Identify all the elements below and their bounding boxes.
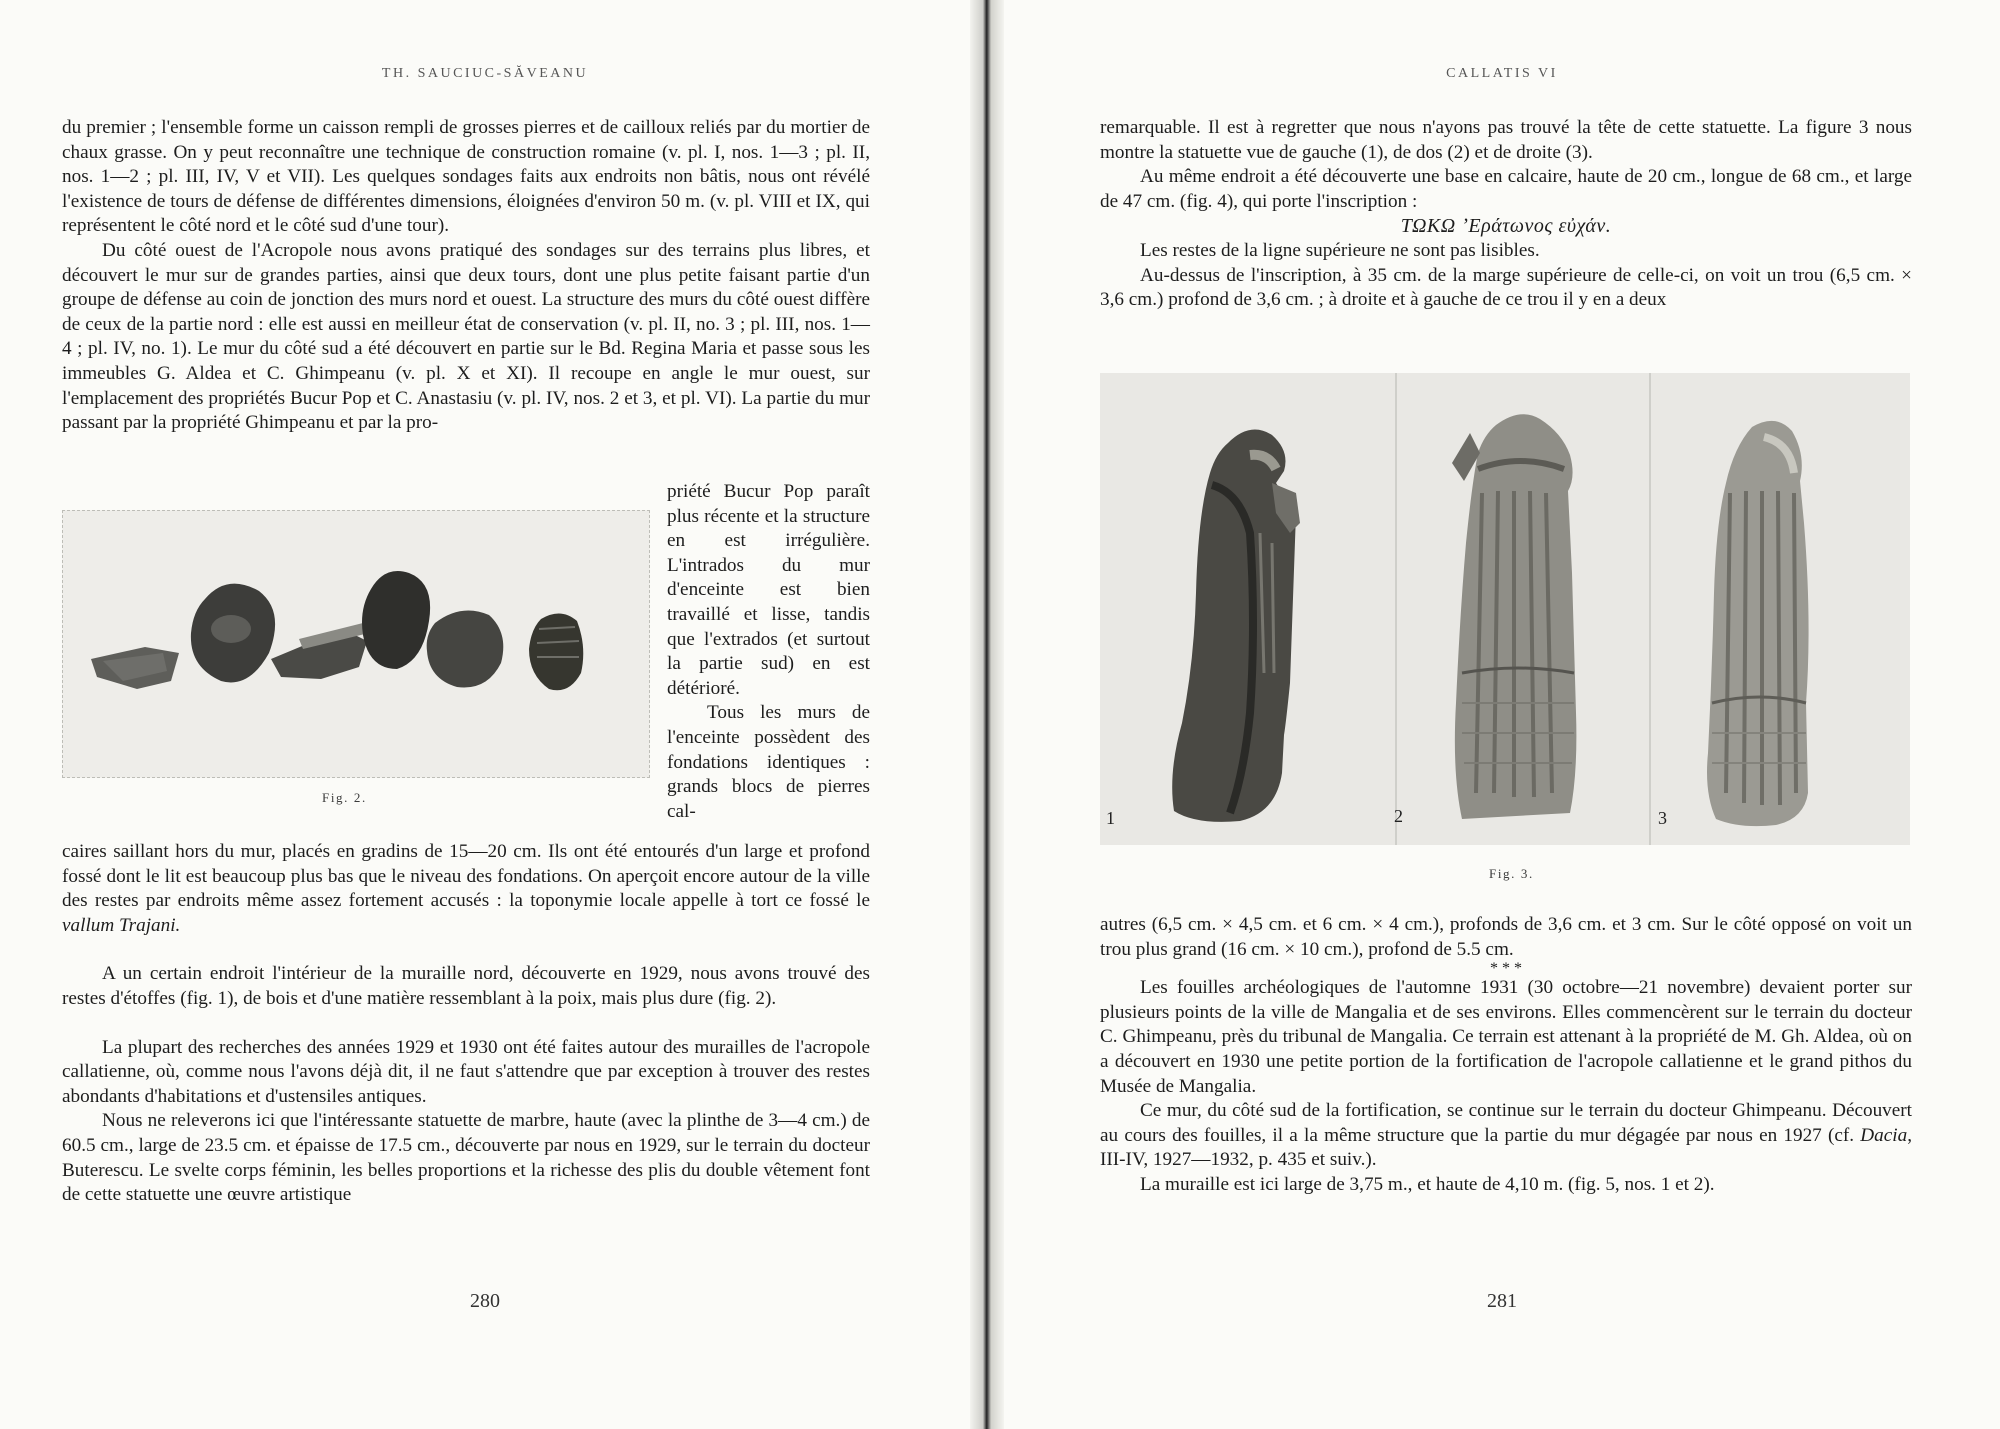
section-stars: * * * [1490, 960, 1522, 978]
paragraph [1100, 1099, 1912, 1173]
dacia-title: Dacia [1860, 1124, 1908, 1146]
paragraph: La plupart des recherches des années 1929 et 1930 ont été faites autour des murailles de l'acropole callatienne, où, comme nous l'avons déjà dit, il ne faut s'attendre que par exception à trouver des restes abondants d'habitations et d'ustensiles antiques. [62, 1036, 870, 1107]
running-head-right: CALLATIS VI [1446, 66, 1558, 81]
paragraph [62, 840, 870, 938]
paragraph: Les fouilles archéologiques de l'automne 1931 (30 octobre—21 novembre) devaient porter sur plusieurs points de la ville de Mangalia et de ses environs. Elles commencèrent sur le terrain du docteur C. Ghimpeanu, près du tribunal de Mangalia. Ce terrain est attenant à la propriété de M. Gh. Aldea, où on a découvert en 1930 une petite portion de la fortification de l'acropole callatienne et le grand pithos du Musée de Mangalia. [1100, 977, 1912, 1097]
paragraph: Nous ne releverons ici que l'intéressante statuette de marbre, haute (avec la plinthe de 3—4 cm.) de 60.5 cm., large de 23.5 cm. et épaisse de 17.5 cm., découverte par nous en 1929, sur le terrain du docteur Buterescu. Le svelte corps féminin, les belles proportions et la richesse des plis du double vêtement font de cette statuette une œuvre artistique [62, 1110, 870, 1206]
paragraph: La muraille est ici large de 3,75 m., et haute de 4,10 m. (fig. 5, nos. 1 et 2). [1140, 1173, 1715, 1195]
page-number-right: 281 [1487, 1290, 1517, 1312]
running-head-left: TH. SAUCIUC-SĂVEANU [381, 66, 589, 81]
text-run: caires saillant hors du mur, placés en gradins de 15—20 cm. Ils ont été entourés d'un large et profond fossé dont le lit est beaucoup plus bas que le niveau des fondations. On aperçoit encore autour de la ville des restes par endroits même assez fortement accusés : la toponymie locale appelle à tort ce fossé le [62, 841, 870, 912]
left-page [0, 0, 970, 1429]
paragraph: A un certain endroit l'intérieur de la muraille nord, découverte en 1929, nous avons trouvé des restes d'étoffes (fig. 1), de bois et d'une matière ressemblant à la poix, mais plus dure (fig. 2). [62, 963, 870, 1009]
figure-3-label-3: 3 [1658, 808, 1667, 828]
paragraph: du premier ; l'ensemble forme un caisson rempli de grosses pierres et de cailloux reliés par du mortier de chaux grasse. On y peut reconnaître une technique de construction romaine (v. pl. I, nos. 1—3 ; pl. II, nos. 1—2 ; pl. III, IV, V et VII). Les quelques sondages faits aux endroits non bâtis, nous ont révélé l'existence de tours de défense de différentes dimensions, éloignées d'environ 50 m. (v. pl. VIII et IX, qui représentent le côté nord et le côté sud d'une tour). [62, 117, 870, 237]
paragraph: remarquable. Il est à regretter que nous n'ayons pas trouvé la tête de cette statuette. La figure 3 nous montre la statuette vue de gauche (1), de dos (2) et de droite (3). [1100, 117, 1912, 163]
paragraph: autres (6,5 cm. × 4,5 cm. et 6 cm. × 4 cm.), profonds de 3,6 cm. et 3 cm. Sur le côté opposé on voit un trou plus grand (16 cm. × 10 cm.), profond de 5.5 cm. [1100, 914, 1912, 960]
paragraph: Les restes de la ligne supérieure ne sont pas lisibles. [1140, 239, 1540, 261]
figure-3-label-2: 2 [1394, 806, 1403, 826]
paragraph: Du côté ouest de l'Acropole nous avons pratiqué des sondages sur des terrains plus libres, et découvert le mur sur de grandes parties, ainsi que deux tours, dont une plus petite faisant partie d'un groupe de défense au coin de jonction des murs nord et ouest. La structure des murs du côté ouest diffère de ceux de la partie nord : elle est aussi en meilleur état de conservation (v. pl. II, no. 3 ; pl. III, nos. 1—4 ; pl. IV, no. 1). Le mur du côté sud a été découvert en partie sur le Bd. Regina Maria et passe sous les immeubles G. Aldea et C. Ghimpeanu (v. pl. X et XI). Il recoupe en angle le mur ouest, sur l'emplacement des propriétés Bucur Pop et C. Anastasiu (v. pl. IV, nos. 2 et 3, et pl. VI). La partie du mur passant par la propriété Ghimpeanu et par la pro- [62, 239, 870, 434]
book-gutter [970, 0, 1004, 1429]
right-page [1004, 0, 2000, 1429]
paragraph: priété Bucur Pop paraît plus récente et la structure en est irrégulière. L'intrados du mur d'enceinte est bien travaillé et lisse, tandis que l'extrados (et surtout la partie sud) en est détérioré. [667, 481, 870, 699]
figure-2-image [62, 510, 650, 778]
text-run: , III-IV, 1927—1932, p. 435 et suiv.). [1100, 1124, 1912, 1171]
right-text-top [1100, 116, 1912, 313]
left-text-top [62, 116, 870, 436]
right-text-bottom [1100, 913, 1912, 1198]
figure-3-label-1: 1 [1106, 808, 1115, 828]
left-side-column [667, 480, 870, 824]
left-text-bottom [62, 840, 870, 1208]
greek-inscription: ΤΩΚΩ ʼΕράτωνος εὐχάν. [1400, 215, 1612, 238]
vallum-trajani: vallum Trajani. [62, 914, 181, 936]
paragraph: Tous les murs de l'enceinte possèdent des fondations identiques : grands blocs de pierres cal- [667, 702, 870, 822]
paragraph: Au-dessus de l'inscription, à 35 cm. de la marge supérieure de celle-ci, on voit un trou (6,5 cm. × 3,6 cm.) profond de 3,6 cm. ; à droite et à gauche de ce trou il y en a deux [1100, 264, 1912, 311]
page-number-left: 280 [470, 1290, 500, 1312]
figure-2-caption: Fig. 2. [322, 790, 367, 805]
text-run: Ce mur, du côté sud de la fortification, se continue sur le terrain du docteur Ghimpeanu. Découvert au cours des fouilles, il a la même structure que la partie du mur dégagée par nous en 1927 (cf. [1100, 1100, 1912, 1146]
figure-3-image [1100, 373, 1910, 845]
figure-3-caption: Fig. 3. [1489, 866, 1534, 881]
paragraph: Au même endroit a été découverte une base en calcaire, haute de 20 cm., longue de 68 cm., et large de 47 cm. (fig. 4), qui porte l'inscription : [1100, 166, 1912, 212]
